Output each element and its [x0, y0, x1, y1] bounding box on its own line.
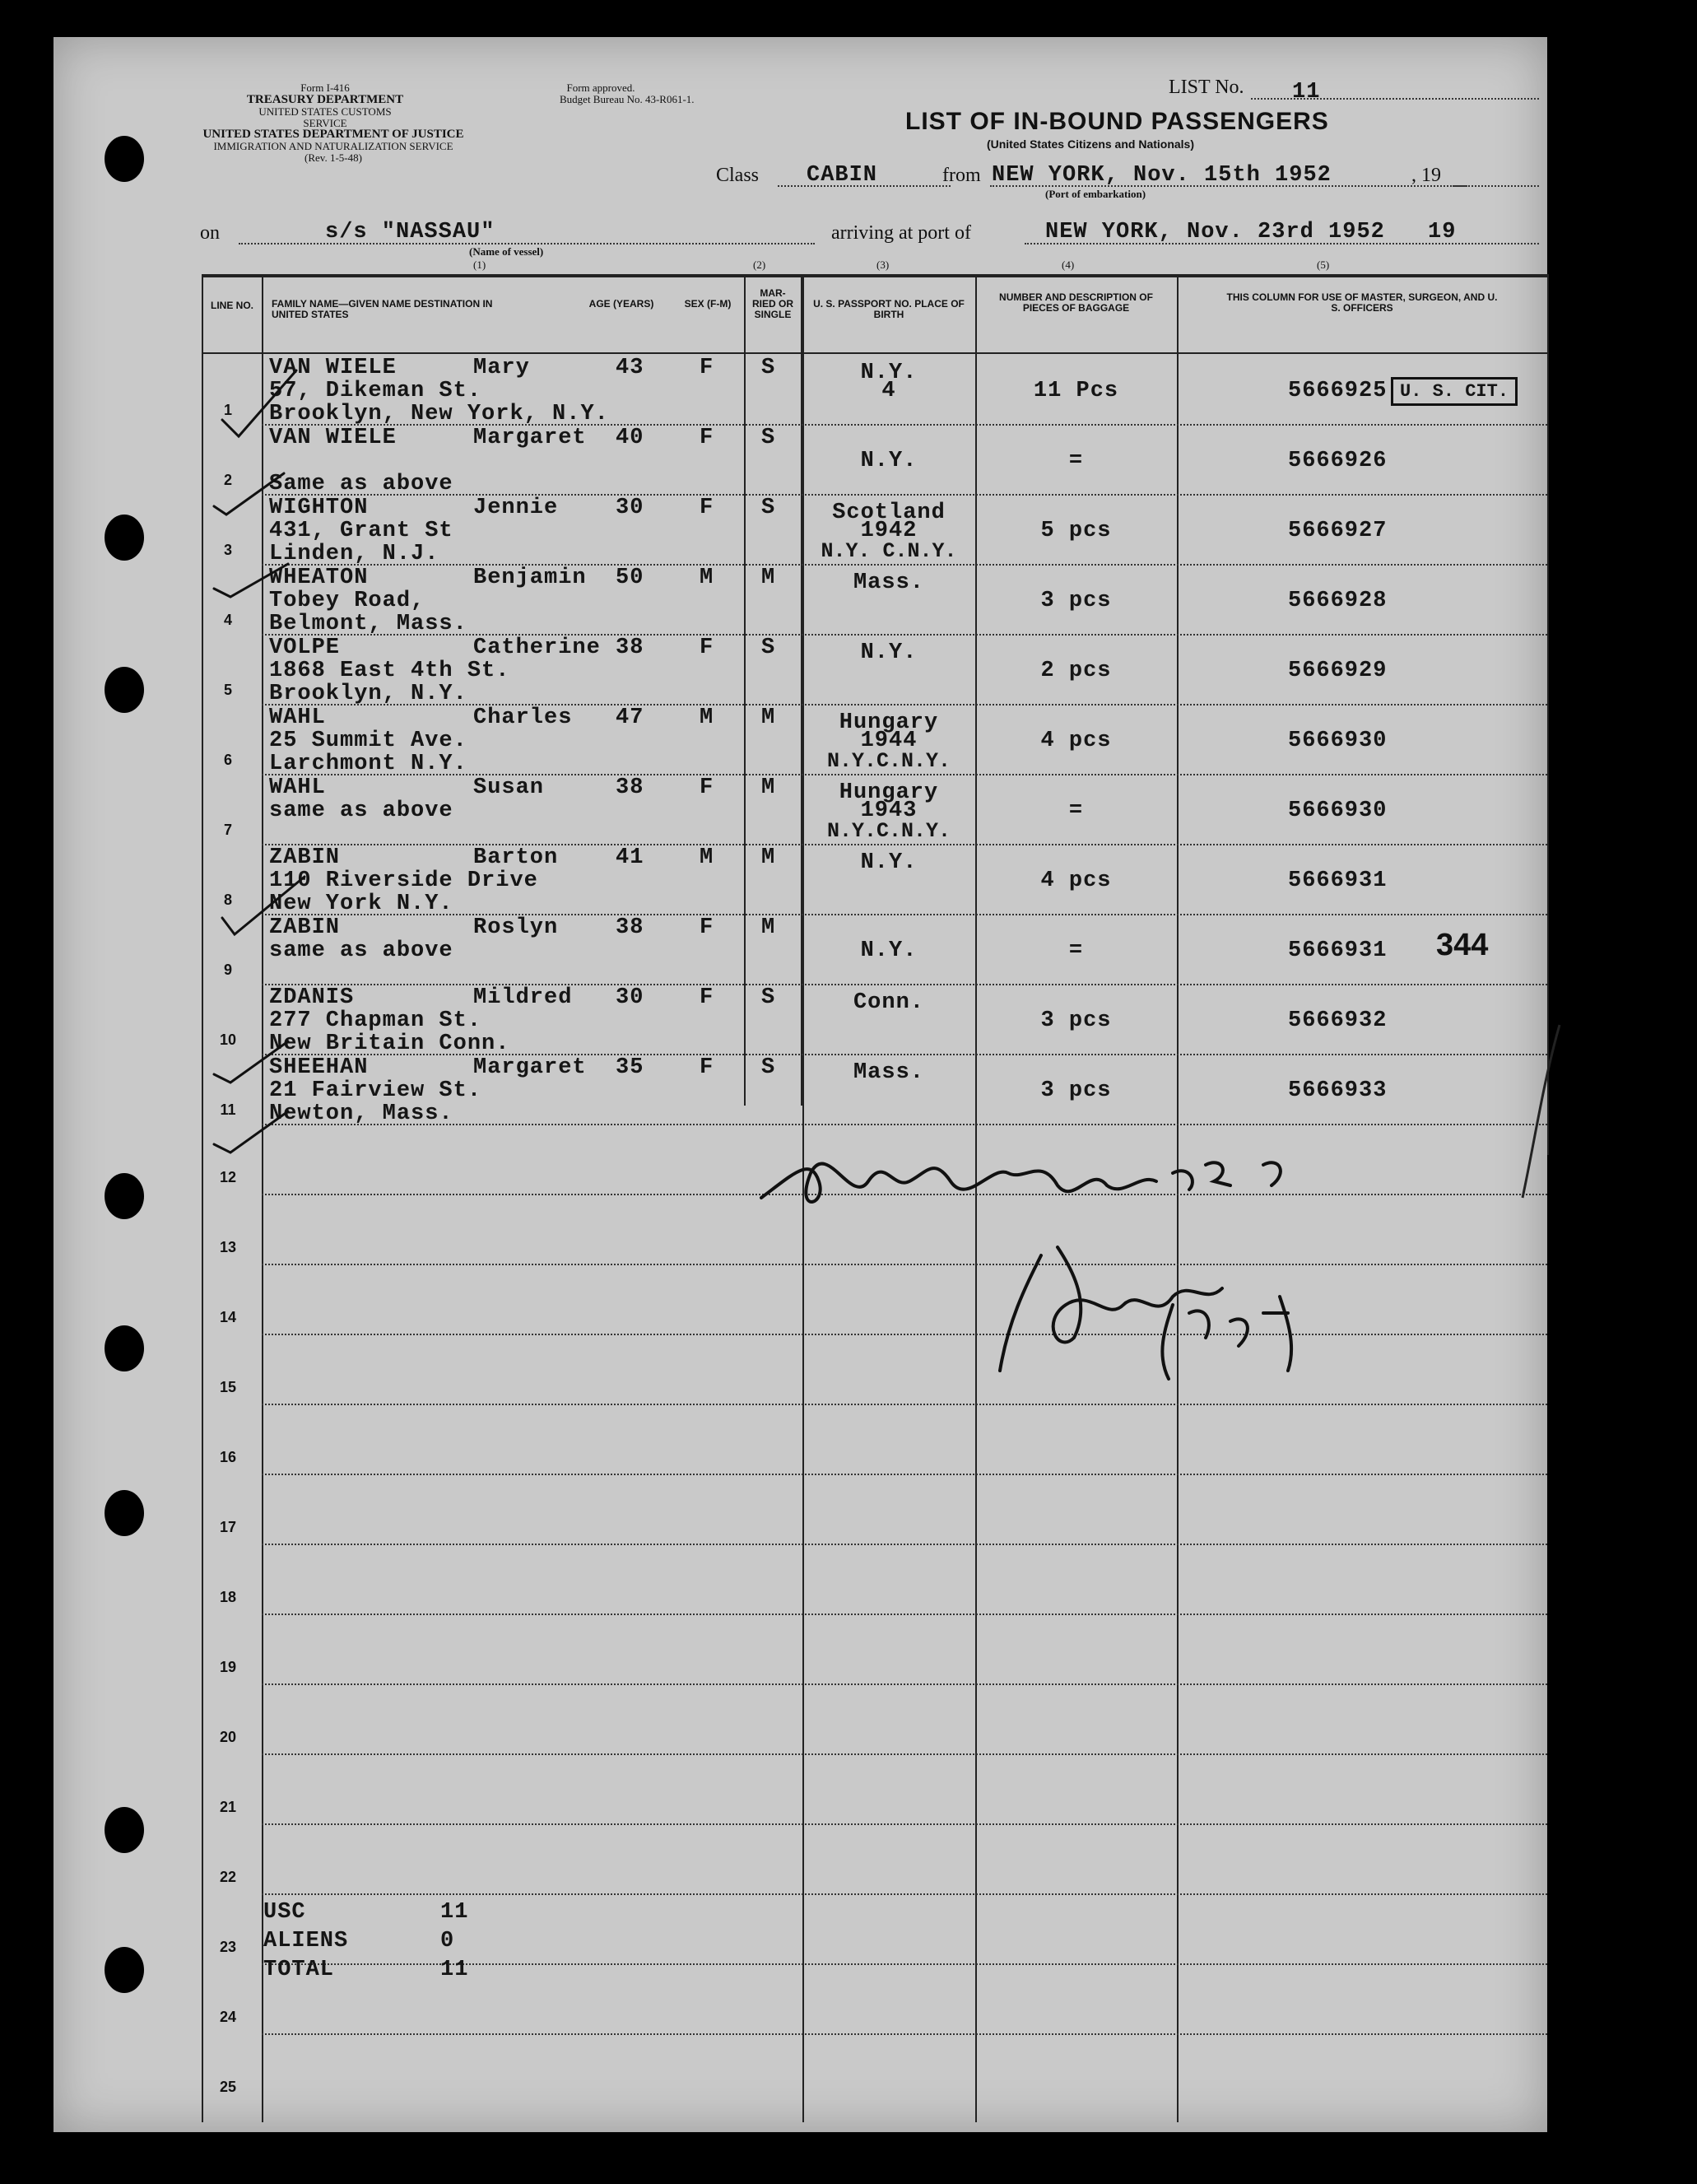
budget-bureau: Budget Bureau No. 43-R061-1. — [560, 93, 695, 105]
line-number: 5 — [223, 682, 232, 698]
sex: F — [700, 356, 714, 380]
marital-status: M — [761, 775, 776, 800]
address-line-2: Same as above — [269, 472, 453, 496]
sex: F — [700, 1055, 714, 1080]
address-line-1: 25 Summit Ave. — [269, 729, 467, 753]
line-number: 10 — [219, 1031, 237, 1048]
baggage: 4 pcs — [1040, 729, 1112, 753]
officer-number: 5666925 — [1288, 379, 1388, 403]
line-number: 14 — [219, 1309, 237, 1325]
address-line-2: New Britain Conn. — [269, 1031, 510, 1056]
given-name: Susan — [473, 775, 545, 800]
line-number: 13 — [219, 1239, 237, 1255]
line-number: 19 — [219, 1659, 237, 1675]
sex: F — [700, 426, 714, 450]
customs-service: UNITED STATES CUSTOMS SERVICE — [258, 105, 392, 129]
ins: IMMIGRATION AND NATURALIZATION SERVICE — [213, 140, 453, 152]
sex: M — [700, 845, 714, 870]
family-name: WAHL — [269, 775, 326, 800]
address-line-2: Newton, Mass. — [269, 1101, 453, 1126]
age: 30 — [616, 985, 644, 1010]
given-name: Charles — [473, 705, 573, 730]
line-number: 24 — [219, 2009, 237, 2025]
marital-status: S — [761, 985, 776, 1010]
punch-hole — [105, 1807, 144, 1853]
page-number: 344 — [1436, 928, 1489, 962]
marital-status: S — [761, 496, 776, 520]
sex: F — [700, 985, 714, 1010]
given-name: Catherine — [473, 636, 601, 660]
birth-line-2: 1944 — [860, 729, 918, 753]
col-line: LINE NO. — [210, 300, 253, 311]
col-num-3: (3) — [876, 258, 890, 271]
vessel-caption: (Name of vessel) — [469, 245, 544, 258]
line-number: 23 — [219, 1939, 237, 1955]
officer-number: 5666932 — [1288, 1008, 1388, 1033]
form-number: Form I-416 — [300, 81, 350, 94]
baggage: = — [1068, 938, 1084, 963]
age: 50 — [616, 566, 644, 590]
treasury-dept: TREASURY DEPARTMENT — [246, 93, 404, 106]
line-number: 7 — [223, 822, 232, 838]
age: 41 — [616, 845, 644, 870]
address-line-1: 21 Fairview St. — [269, 1078, 482, 1103]
col-passport: U. S. PASSPORT NO. PLACE OF BIRTH — [813, 298, 965, 320]
address-line-1: 57, Dikeman St. — [269, 379, 482, 403]
address-line-1: 431, Grant St — [269, 519, 453, 543]
family-name: ZABIN — [269, 845, 341, 870]
age: 35 — [616, 1055, 644, 1080]
age: 38 — [616, 636, 644, 660]
officer-number: 5666933 — [1288, 1078, 1388, 1103]
given-name: Barton — [473, 845, 559, 870]
age: 43 — [616, 356, 644, 380]
check-marks — [206, 350, 321, 1206]
birth-line-2: 4 — [881, 379, 896, 403]
line-number: 18 — [219, 1589, 237, 1605]
line-number: 2 — [223, 472, 232, 488]
year-suffix: , 19 — [1411, 165, 1441, 186]
arriving-year-suffix: 19 — [1428, 220, 1457, 244]
line-number: 12 — [219, 1169, 237, 1185]
usc-label: USC — [263, 1900, 306, 1925]
given-name: Benjamin — [473, 566, 587, 590]
birth-place: Mass. — [853, 1060, 924, 1085]
embark-caption: (Port of embarkation) — [1045, 188, 1146, 200]
address-line-1: 110 Riverside Drive — [269, 868, 538, 893]
given-name: Mildred — [473, 985, 573, 1010]
marital-status: S — [761, 1055, 776, 1080]
given-name: Jennie — [473, 496, 559, 520]
given-name: Roslyn — [473, 915, 559, 940]
line-number: 25 — [219, 2079, 237, 2095]
birth-place: Hungary — [839, 710, 939, 735]
address-line-1: 1868 East 4th St. — [269, 659, 510, 683]
birth-place: N.Y. — [860, 640, 918, 665]
line-number: 3 — [223, 542, 232, 558]
sex: M — [700, 705, 714, 730]
punch-hole — [105, 1490, 144, 1536]
punch-hole — [105, 1947, 144, 1993]
col-num-1: (1) — [473, 258, 486, 271]
class-value: CABIN — [807, 163, 878, 188]
line-number: 22 — [219, 1869, 237, 1885]
handwritten-signatures — [745, 1107, 1485, 1404]
marital-status: S — [761, 636, 776, 660]
line-number: 15 — [219, 1379, 237, 1395]
usc-value: 11 — [440, 1900, 469, 1925]
form-title: LIST OF IN-BOUND PASSENGERS — [905, 108, 1329, 135]
line-number: 6 — [223, 752, 232, 768]
line-number: 17 — [219, 1519, 237, 1535]
baggage: 5 pcs — [1040, 519, 1112, 543]
birth-place: N.Y. — [860, 850, 918, 875]
family-name: ZABIN — [269, 915, 341, 940]
baggage: 4 pcs — [1040, 868, 1112, 893]
col-num-2: (2) — [753, 258, 766, 271]
aliens-value: 0 — [440, 1929, 455, 1953]
line-number: 9 — [223, 962, 232, 978]
age: 47 — [616, 705, 644, 730]
from-label: from — [942, 165, 981, 186]
address-line-1: same as above — [269, 799, 453, 823]
birth-line-3: N.Y. C.N.Y. — [821, 539, 957, 563]
on-label: on — [200, 222, 220, 244]
given-name: Margaret — [473, 426, 587, 450]
from-value: NEW YORK, Nov. 15th 1952 — [992, 163, 1332, 188]
justice-dept: UNITED STATES DEPARTMENT OF JUSTICE — [202, 128, 464, 141]
address-line-2: Linden, N.J. — [269, 542, 439, 566]
list-no-label: LIST No. — [1169, 77, 1244, 98]
age: 38 — [616, 915, 644, 940]
address-line-2: Larchmont N.Y. — [269, 752, 467, 776]
address-line-2: Belmont, Mass. — [269, 612, 467, 636]
birth-place: N.Y. — [860, 361, 918, 385]
sex: M — [700, 566, 714, 590]
marital-status: M — [761, 915, 776, 940]
age: 38 — [616, 775, 644, 800]
given-name: Mary — [473, 356, 530, 380]
line-number: 1 — [223, 402, 232, 418]
arriving-value: NEW YORK, Nov. 23rd 1952 — [1045, 220, 1385, 244]
baggage: 2 pcs — [1040, 659, 1112, 683]
birth-line-2: N.Y. — [860, 938, 918, 963]
address-line-2: Brooklyn, New York, N.Y. — [269, 402, 609, 426]
arriving-label: arriving at port of — [831, 222, 971, 244]
birth-line-2: 1943 — [860, 799, 918, 823]
officer-number: 5666931 — [1288, 938, 1388, 963]
officer-number: 5666930 — [1288, 799, 1388, 823]
line-number: 20 — [219, 1729, 237, 1745]
family-name: VAN WIELE — [269, 356, 397, 380]
address-line-1: same as above — [269, 938, 453, 963]
margin-mark — [1518, 1017, 1568, 1206]
punch-hole — [105, 1325, 144, 1371]
birth-line-3: N.Y.C.N.Y. — [826, 819, 951, 843]
total-label: TOTAL — [263, 1958, 335, 1982]
col-num-5: (5) — [1317, 258, 1330, 271]
form-approved: Form approved. — [566, 81, 635, 94]
family-name: VOLPE — [269, 636, 341, 660]
officer-number: 5666927 — [1288, 519, 1388, 543]
list-no-value: 11 — [1292, 80, 1321, 105]
marital-status: M — [761, 566, 776, 590]
officer-number: 5666926 — [1288, 449, 1388, 473]
form-subtitle: (United States Citizens and Nationals) — [986, 137, 1195, 151]
family-name: WHEATON — [269, 566, 369, 590]
marital-status: S — [761, 426, 776, 450]
baggage: = — [1068, 799, 1084, 823]
age: 30 — [616, 496, 644, 520]
address-line-2: New York N.Y. — [269, 892, 453, 916]
birth-line-3: N.Y.C.N.Y. — [826, 749, 951, 773]
baggage: 3 pcs — [1040, 589, 1112, 613]
marital-status: M — [761, 845, 776, 870]
line-number: 21 — [219, 1799, 237, 1815]
line-number: 8 — [223, 892, 232, 908]
sex: F — [700, 775, 714, 800]
class-label: Class — [716, 165, 760, 186]
sex: F — [700, 636, 714, 660]
col-name: FAMILY NAME—GIVEN NAME DESTINATION IN UNITED STATES — [272, 298, 493, 320]
address-line-1: Tobey Road, — [269, 589, 425, 613]
family-name: VAN WIELE — [269, 426, 397, 450]
line-number: 16 — [219, 1449, 237, 1465]
birth-place: Conn. — [853, 990, 924, 1015]
baggage: 3 pcs — [1040, 1078, 1112, 1103]
sex: F — [700, 496, 714, 520]
vessel-value: s/s "NASSAU" — [325, 220, 495, 244]
address-line-1: 277 Chapman St. — [269, 1008, 482, 1033]
marital-status: M — [761, 705, 776, 730]
birth-line-2: N.Y. — [860, 449, 918, 473]
birth-place: Hungary — [839, 780, 939, 805]
family-name: WAHL — [269, 705, 326, 730]
line-number: 11 — [220, 1101, 236, 1118]
sex: F — [700, 915, 714, 940]
punch-hole — [105, 1173, 144, 1219]
us-cit-stamp: U. S. CIT. — [1391, 377, 1518, 406]
birth-place: Scotland — [832, 501, 946, 525]
total-value: 11 — [440, 1958, 469, 1982]
punch-hole — [105, 136, 144, 182]
age: 40 — [616, 426, 644, 450]
officer-number: 5666930 — [1288, 729, 1388, 753]
address-line-2: Brooklyn, N.Y. — [269, 682, 467, 706]
aliens-label: ALIENS — [263, 1929, 349, 1953]
col-num-4: (4) — [1062, 258, 1075, 271]
baggage: 3 pcs — [1040, 1008, 1112, 1033]
line-number: 4 — [223, 612, 232, 628]
rev-date: (Rev. 1-5-48) — [305, 151, 362, 164]
col-married: MAR- RIED OR SINGLE — [751, 287, 793, 320]
manifest-sheet — [53, 37, 1547, 2132]
officer-number: 5666931 — [1288, 868, 1388, 893]
baggage: 11 Pcs — [1033, 379, 1119, 403]
marital-status: S — [761, 356, 776, 380]
col-sex: SEX (F-M) — [684, 298, 732, 310]
family-name: WIGHTON — [269, 496, 369, 520]
officer-number: 5666928 — [1288, 589, 1388, 613]
given-name: Margaret — [473, 1055, 587, 1080]
col-baggage: NUMBER AND DESCRIPTION OF PIECES OF BAGGAGE — [999, 291, 1153, 314]
birth-line-2: 1942 — [860, 519, 918, 543]
family-name: SHEEHAN — [269, 1055, 369, 1080]
family-name: ZDANIS — [269, 985, 355, 1010]
col-officers: THIS COLUMN FOR USE OF MASTER, SURGEON, AND U. S. OFFICERS — [1226, 291, 1498, 314]
col-age: AGE (YEARS) — [588, 298, 654, 310]
birth-place: Mass. — [853, 570, 924, 595]
officer-number: 5666929 — [1288, 659, 1388, 683]
baggage: = — [1068, 449, 1084, 473]
